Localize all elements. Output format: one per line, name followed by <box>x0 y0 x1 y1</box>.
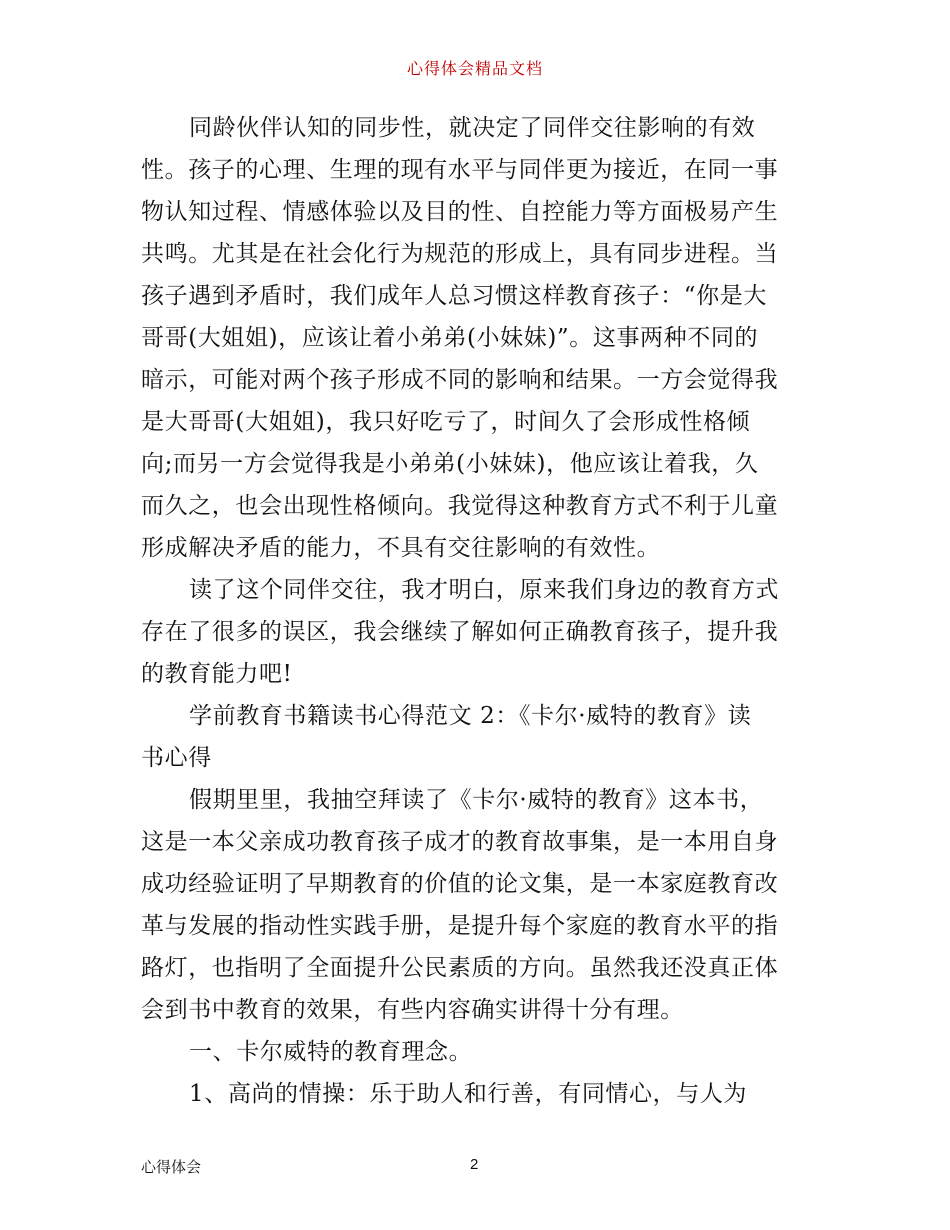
text-line: 形成解决矛盾的能力，不具有交往影响的有效性。 <box>141 535 661 561</box>
text-line: 是大哥哥(大姐姐)，我只好吃亏了，时间久了会形成性格倾 <box>141 409 751 435</box>
page-header-title: 心得体会精品文档 <box>406 59 543 78</box>
text-line: 而久之，也会出现性格倾向。我觉得这种教育方式不利于儿童 <box>141 493 779 519</box>
text-line: 革与发展的指动性实践手册，是提升每个家庭的教育水平的指 <box>141 913 779 939</box>
text-line: 假期里里，我抽空拜读了《卡尔·威特的教育》这本书， <box>189 787 764 813</box>
text-line: 1、高尚的情操：乐于助人和行善，有同情心，与人为 <box>189 1081 748 1107</box>
text-line: 路灯，也指明了全面提升公民素质的方向。虽然我还没真正体 <box>141 955 779 981</box>
text-line: 同龄伙伴认知的同步性，就决定了同伴交往影响的有效 <box>189 115 756 141</box>
document-body <box>141 107 813 1115</box>
text-line: 向;而另一方会觉得我是小弟弟(小妹妹)，他应该让着我，久 <box>141 451 759 477</box>
text-line: 暗示，可能对两个孩子形成不同的影响和结果。一方会觉得我 <box>141 367 779 393</box>
text-line: 学前教育书籍读书心得范文 2：《卡尔·威特的教育》读 <box>189 703 752 729</box>
text-line: 会到书中教育的效果，有些内容确实讲得十分有理。 <box>141 997 684 1023</box>
text-line: 共鸣。尤其是在社会化行为规范的形成上，具有同步进程。当 <box>141 241 779 267</box>
footer-label: 心得体会 <box>141 1158 202 1176</box>
text-line: 存在了很多的误区，我会继续了解如何正确教育孩子，提升我 <box>141 619 779 645</box>
text-line: 孩子遇到矛盾时，我们成年人总习惯这样教育孩子：“你是大 <box>141 283 767 309</box>
text-line: 性。孩子的心理、生理的现有水平与同伴更为接近，在同一事 <box>141 157 779 183</box>
text-line: 读了这个同伴交往，我才明白，原来我们身边的教育方式 <box>189 577 779 603</box>
text-line: 这是一本父亲成功教育孩子成才的教育故事集，是一本用自身 <box>141 829 779 855</box>
text-line: 成功经验证明了早期教育的价值的论文集，是一本家庭教育改 <box>141 871 779 897</box>
text-line: 物认知过程、情感体验以及目的性、自控能力等方面极易产生 <box>141 199 779 225</box>
text-line: 的教育能力吧! <box>141 661 293 687</box>
page-number: 2 <box>470 1156 479 1173</box>
text-line: 哥哥(大姐姐)，应该让着小弟弟(小妹妹)”。这事两种不同的 <box>141 325 759 351</box>
text-line: 一、卡尔威特的教育理念。 <box>189 1039 473 1065</box>
text-line: 书心得 <box>141 745 212 771</box>
